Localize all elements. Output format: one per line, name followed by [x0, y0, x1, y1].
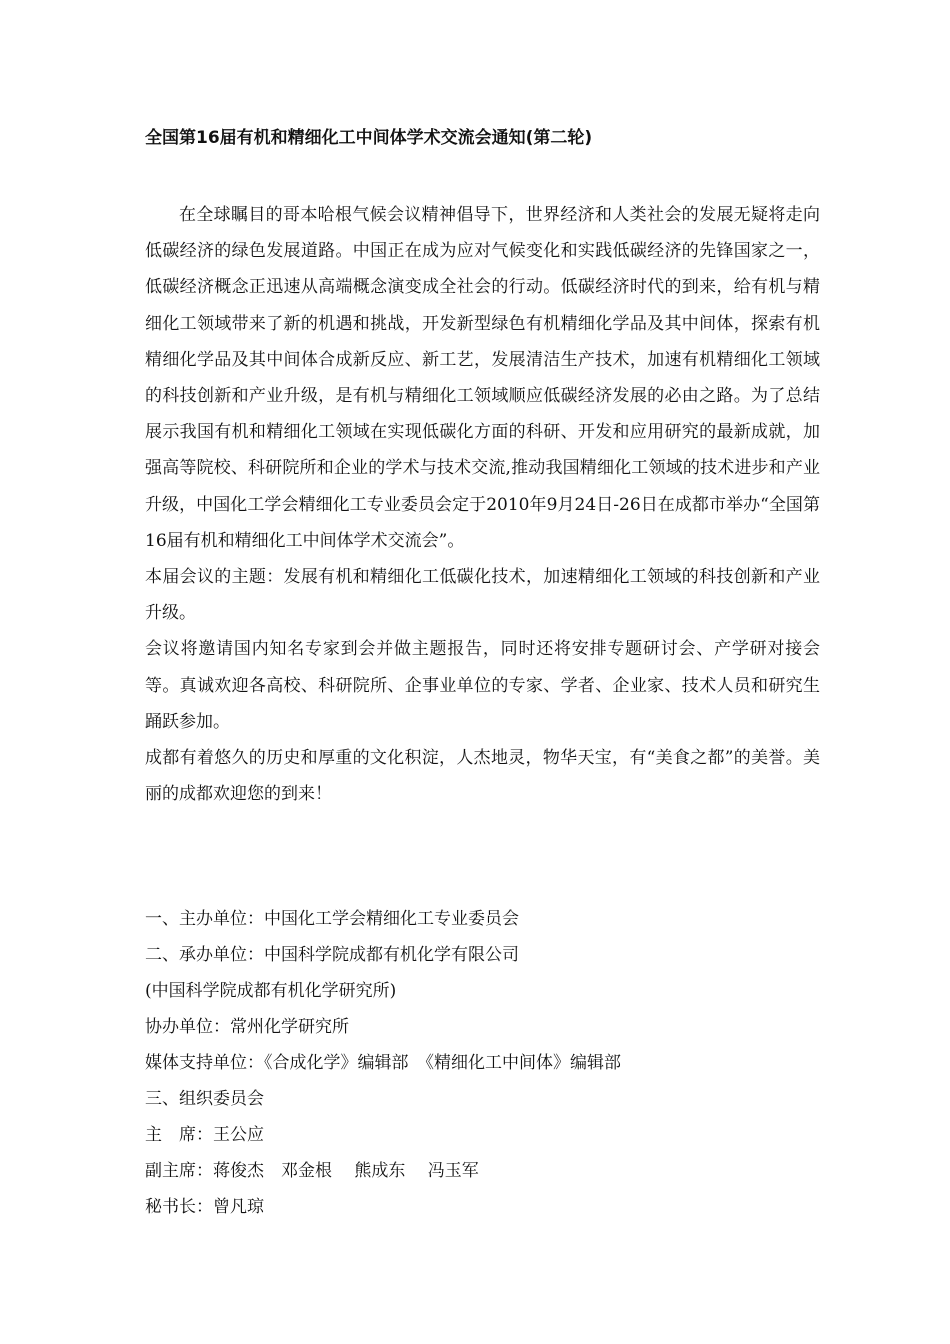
- committee-vice-chairs: 副主席：蒋俊杰 邓金根 熊成东 冯玉军: [145, 1161, 479, 1181]
- committee-heading: 三、组织委员会: [145, 1089, 264, 1109]
- organizer-unit: 二、承办单位：中国科学院成都有机化学有限公司: [145, 945, 519, 965]
- committee-secretary: 秘书长：曾凡琼: [145, 1197, 264, 1217]
- chengdu-paragraph: 成都有着悠久的历史和厚重的文化积淀，人杰地灵，物华天宝，有“美食之都”的美誉。美丽的成都欢迎您的到来！: [145, 748, 820, 805]
- document-title: 全国第16届有机和精细化工中间体学术交流会通知(第二轮): [145, 128, 593, 148]
- co-organizer-unit: 协办单位：常州化学研究所: [145, 1017, 349, 1037]
- committee-chair: 主 席：王公应: [145, 1125, 264, 1145]
- media-support-unit: 媒体支持单位：《合成化学》编辑部 《精细化工中间体》编辑部: [145, 1053, 621, 1073]
- invitation-paragraph: 会议将邀请国内知名专家到会并做主题报告，同时还将安排专题研讨会、产学研对接会等。真诚欢迎各高校、科研院所、企事业单位的专家、学者、企业家、技术人员和研究生踊跃参加。: [145, 639, 820, 732]
- theme-paragraph: 本届会议的主题：发展有机和精细化工低碳化技术，加速精细化工领域的科技创新和产业升级。: [145, 567, 820, 624]
- host-unit: 一、主办单位：中国化工学会精细化工专业委员会: [145, 909, 519, 929]
- document-body: [145, 197, 820, 812]
- organization-info: [145, 901, 820, 1225]
- intro-paragraph: 在全球瞩目的哥本哈根气候会议精神倡导下，世界经济和人类社会的发展无疑将走向低碳经济的绿色发展道路。中国正在成为应对气候变化和实践低碳经济的先锋国家之一，低碳经济概念正迅速从高端概念演变成全社会的行动。低碳经济时代的到来，给有机与精细化工领域带来了新的机遇和挑战，开发新型绿色有机精细化学品及其中间体，探索有机精细化学品及其中间体合成新反应、新工艺，发展清洁生产技术，加速有机精细化工领域的科技创新和产业升级，是有机与精细化工领域顺应低碳经济发展的必由之路。为了总结展示我国有机和精细化工领域在实现低碳化方面的科研、开发和应用研究的最新成就，加强高等院校、科研院所和企业的学术与技术交流,推动我国精细化工领域的技术进步和产业升级，中国化工学会精细化工专业委员会定于2010年9月24日-26日在成都市举办“全国第16届有机和精细化工中间体学术交流会”。: [145, 205, 820, 551]
- organizer-note: (中国科学院成都有机化学研究所): [145, 981, 397, 1001]
